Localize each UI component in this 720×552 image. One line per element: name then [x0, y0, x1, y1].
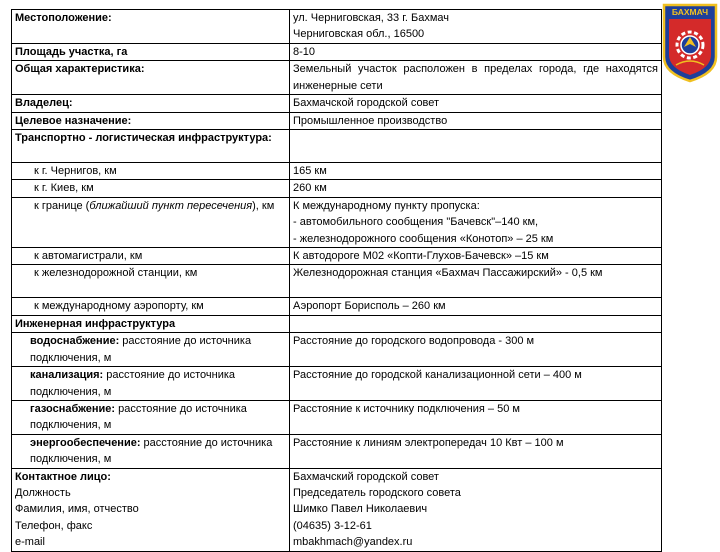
power-row — [12, 434, 662, 468]
area-row — [12, 44, 662, 61]
purpose-value: Промышленное производство — [290, 112, 662, 129]
sewer-label-bold: канализация: — [30, 369, 104, 382]
border-value-line-1: К международному пункту пропуска: — [293, 199, 480, 212]
contact-phone-label: Телефон, факс — [15, 519, 93, 532]
railway-value: Железнодорожная станция «Бахмач Пассажирский» - 0,5 км — [290, 265, 662, 298]
general-label: Общая характеристика: — [12, 61, 290, 95]
site-info-sheet — [11, 9, 661, 552]
water-label — [12, 333, 290, 367]
contact-position-label: Должность — [15, 486, 71, 499]
water-label-bold: водоснабжение: — [30, 335, 120, 348]
transport-header-row — [12, 130, 662, 163]
transport-label: Транспортно - логистическая инфраструктура: — [12, 130, 290, 163]
owner-row — [12, 95, 662, 112]
general-value: Земельный участок расположен в пределах города, где находятся инженерные сети — [290, 61, 662, 95]
contact-row — [12, 468, 662, 551]
railway-label: к железнодорожной станции, км — [12, 265, 290, 298]
border-label-prefix: к границе ( — [34, 199, 90, 212]
border-value-line-2: - автомобильного сообщения "Бачевск"–140 км, — [293, 216, 539, 229]
contact-email-value: mbakhmach@yandex.ru — [293, 536, 413, 549]
chernigov-row — [12, 163, 662, 180]
kiev-label: к г. Киев, км — [12, 180, 290, 197]
border-label — [12, 197, 290, 247]
contact-values — [290, 468, 662, 551]
border-value-line-3: - железнодорожного сообщения «Конотоп» – 25 км — [293, 232, 554, 245]
city-emblem — [662, 3, 718, 83]
transport-empty — [290, 130, 662, 163]
airport-label: к международному аэропорту, км — [12, 298, 290, 315]
power-value: Расстояние к линиям электропередач 10 Квт – 100 м — [290, 434, 662, 468]
railway-row — [12, 265, 662, 298]
purpose-row — [12, 112, 662, 129]
airport-row — [12, 298, 662, 315]
chernigov-label: к г. Чернигов, км — [12, 163, 290, 180]
chernigov-value: 165 км — [290, 163, 662, 180]
contact-phone-value: (04635) 3-12-61 — [293, 519, 372, 532]
site-info-table — [11, 9, 662, 552]
sewer-label-rest: расстояние до источника подключения, м — [30, 369, 236, 398]
contact-labels — [12, 468, 290, 551]
kiev-row — [12, 180, 662, 197]
area-value: 8-10 — [290, 44, 662, 61]
engineering-empty — [290, 315, 662, 332]
area-label: Площадь участка, га — [12, 44, 290, 61]
highway-row — [12, 248, 662, 265]
highway-label: к автомагистрали, км — [12, 248, 290, 265]
contact-value: Бахмачский городской совет — [293, 470, 439, 483]
contact-label: Контактное лицо: — [15, 470, 111, 483]
location-row — [12, 10, 662, 44]
contact-email-label: e-mail — [15, 536, 45, 549]
sewer-row — [12, 367, 662, 401]
water-row — [12, 333, 662, 367]
gas-value: Расстояние к источнику подключения – 50 м — [290, 400, 662, 434]
location-value-line-1: ул. Черниговская, 33 г. Бахмач — [293, 12, 450, 24]
gas-label-bold: газоснабжение: — [30, 402, 116, 415]
border-label-suffix: ), км — [252, 199, 275, 212]
engineering-header-row — [12, 315, 662, 332]
border-label-italic: ближайший пункт пересечения — [89, 199, 253, 212]
gas-label-rest: расстояние до источника подключения, м — [30, 402, 247, 432]
power-label-rest: расстояние до источника подключения, м — [30, 436, 273, 466]
emblem-title: БАХМАЧ — [671, 7, 709, 17]
power-label-bold: энергообеспечение: — [30, 436, 141, 449]
location-label: Местоположение: — [12, 10, 290, 44]
water-value: Расстояние до городского водопровода - 300 м — [290, 333, 662, 367]
highway-value: К автодороге М02 «Копти-Глухов-Бачевск» –15 км — [290, 248, 662, 265]
sewer-label — [12, 367, 290, 401]
location-value — [290, 10, 662, 44]
purpose-label: Целевое назначение: — [12, 112, 290, 129]
owner-value: Бахмачской городской совет — [290, 95, 662, 112]
general-row — [12, 61, 662, 95]
kiev-value: 260 км — [290, 180, 662, 197]
border-row — [12, 197, 662, 247]
gas-label — [12, 400, 290, 434]
contact-name-label: Фамилия, имя, отчество — [15, 503, 139, 516]
engineering-label: Инженерная инфраструктура — [12, 315, 290, 332]
water-label-rest: расстояние до источника подключения, м — [30, 335, 252, 364]
border-value — [290, 197, 662, 247]
contact-name-value: Шимко Павел Николаевич — [293, 503, 428, 516]
contact-position-value: Председатель городского совета — [293, 486, 461, 499]
gas-row — [12, 400, 662, 434]
power-label — [12, 434, 290, 468]
airport-value: Аэропорт Борисполь – 260 км — [290, 298, 662, 315]
owner-label: Владелец: — [12, 95, 290, 112]
location-value-line-2: Черниговская обл., 16500 — [293, 28, 425, 41]
sewer-value: Расстояние до городской канализационной сети – 400 м — [290, 367, 662, 401]
